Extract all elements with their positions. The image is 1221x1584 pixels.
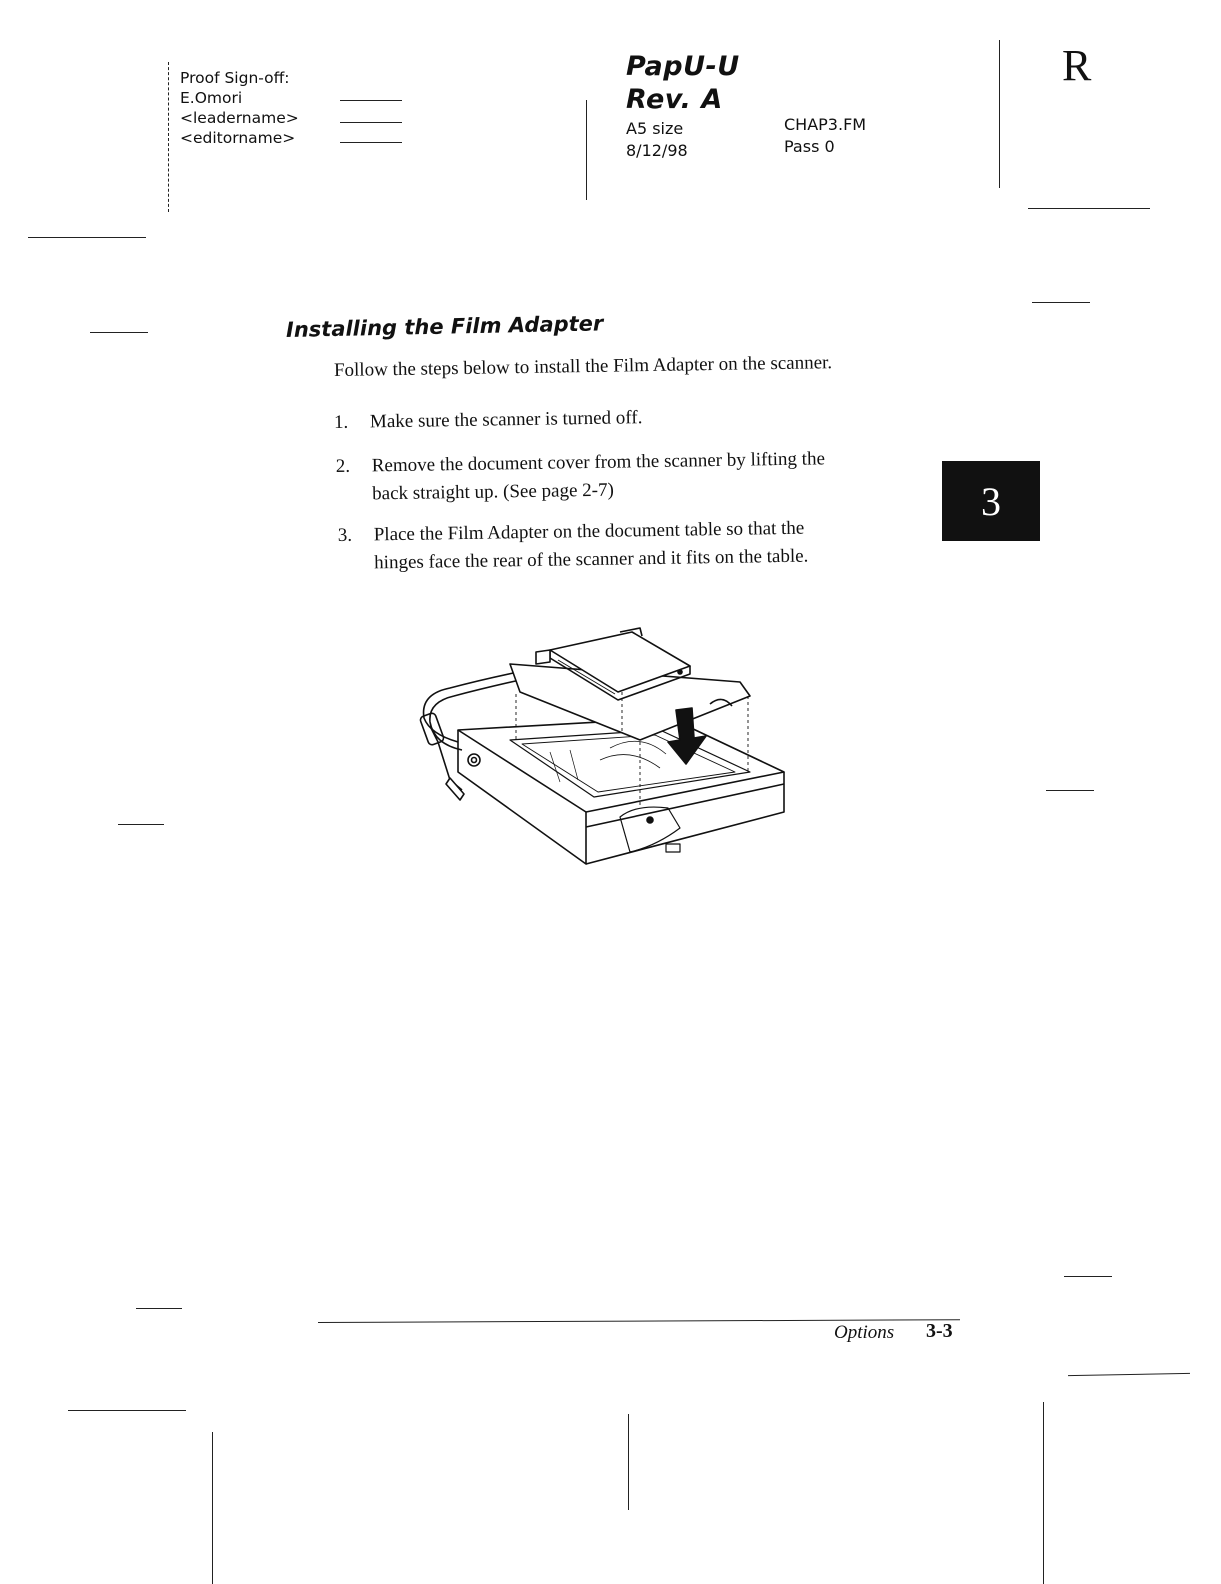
- signature-line: [340, 122, 402, 123]
- step-text: hinges face the rear of the scanner and it fits on the table.: [374, 545, 809, 574]
- right-page-mark: R: [1062, 41, 1092, 90]
- crop-mark: [1064, 1276, 1112, 1277]
- crop-mark: [628, 1414, 629, 1510]
- crop-mark: [28, 237, 146, 238]
- intro-paragraph: Follow the steps below to install the Film Adapter on the scanner.: [333, 352, 833, 381]
- signature-line: [340, 100, 402, 101]
- proof-signoff-block: [180, 68, 299, 148]
- crop-mark: [118, 824, 164, 825]
- step-item: [338, 514, 939, 577]
- proof-pass: Pass 0: [784, 137, 835, 156]
- doc-meta-right: [784, 114, 866, 158]
- signoff-name: <editorname>: [180, 129, 296, 147]
- section-heading: Installing the Film Adapter: [285, 311, 604, 342]
- doc-revision: Rev. A: [626, 84, 723, 115]
- crop-mark: [212, 1432, 213, 1584]
- crop-mark: [1068, 1373, 1190, 1376]
- page-size: A5 size: [626, 119, 684, 138]
- crop-mark: [90, 332, 148, 333]
- step-item: [334, 401, 934, 438]
- step-number: 2.: [335, 455, 351, 478]
- chapter-tab: 3: [942, 461, 1040, 541]
- footer-chapter-title: Options: [834, 1322, 895, 1343]
- scanner-film-adapter-icon: [410, 622, 800, 882]
- crop-mark: [999, 40, 1000, 188]
- crop-mark: [1046, 790, 1094, 791]
- signoff-name: E.Omori: [180, 89, 243, 107]
- crop-mark: [1028, 208, 1150, 209]
- doc-date: 8/12/98: [626, 141, 688, 160]
- document-id: [626, 50, 740, 116]
- crop-mark: [68, 1410, 186, 1411]
- step-number: 1.: [333, 411, 349, 433]
- crop-mark: [136, 1308, 182, 1309]
- crop-mark: [168, 62, 169, 212]
- step-number: 3.: [337, 524, 353, 547]
- doc-name: PapU-U: [626, 51, 740, 82]
- footer-page-number: 3-3: [926, 1320, 953, 1342]
- signature-line: [340, 142, 402, 143]
- step-text: back straight up. (See page 2-7): [372, 479, 614, 505]
- step-text: Make sure the scanner is turned off.: [369, 407, 643, 433]
- step-text: Place the Film Adapter on the document table so that the: [373, 517, 805, 546]
- step-text: Remove the document cover from the scanner by lifting the: [371, 448, 826, 477]
- crop-mark: [1043, 1402, 1044, 1584]
- crop-mark: [1032, 302, 1090, 303]
- step-item: [336, 445, 937, 508]
- signoff-name: <leadername>: [180, 109, 299, 127]
- crop-mark: [586, 100, 587, 200]
- signoff-title: Proof Sign-off:: [180, 69, 290, 87]
- doc-meta-left: [626, 118, 688, 162]
- file-name: CHAP3.FM: [784, 115, 867, 134]
